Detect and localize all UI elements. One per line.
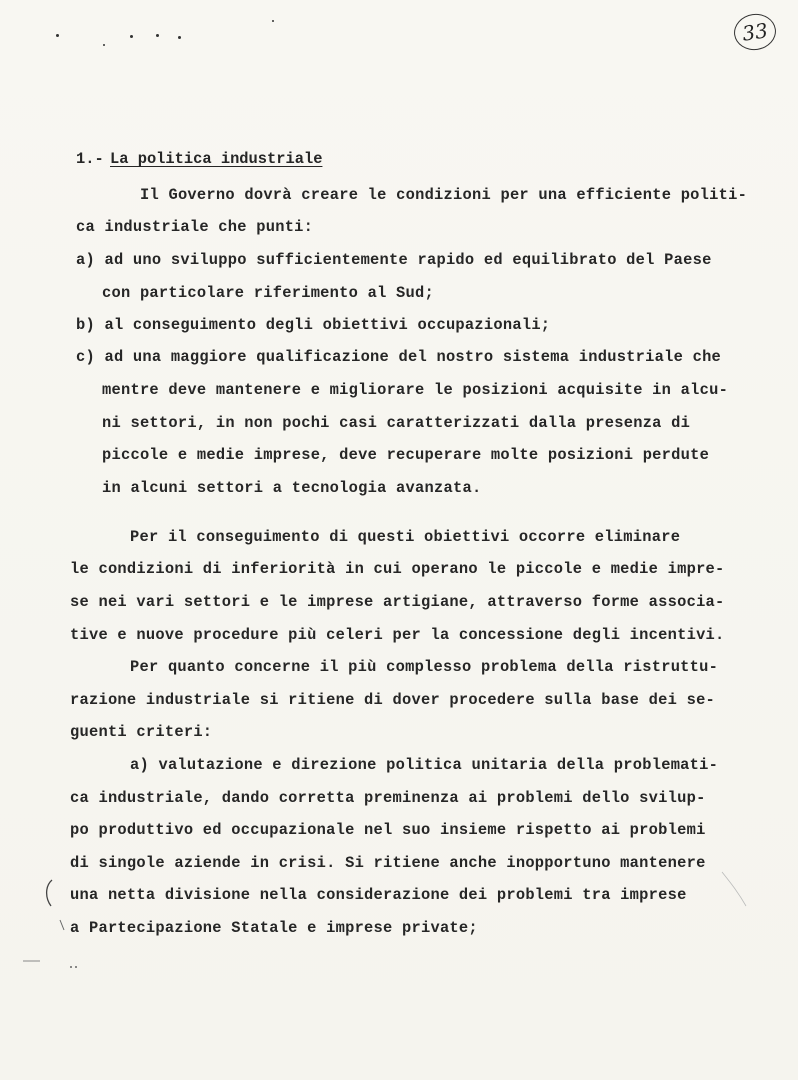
margin-dots-mark [68,964,80,970]
body-line: ni settori, in non pochi casi caratterizzati dalla presenza di [102,414,691,432]
body-line: razione industriale si ritiene di dover procedere sulla base dei se- [70,691,716,709]
body-line: po produttivo ed occupazionale nel suo insieme rispetto ai problemi [70,821,706,839]
body-line: Per quanto concerne il più complesso problema della ristruttu- [130,658,719,676]
body-line: Per il conseguimento di questi obiettivi occorre eliminare [130,528,681,546]
section-title: La politica industriale [110,150,323,168]
scan-speck [178,36,181,39]
body-line: se nei vari settori e le imprese artigiane, attraverso forme associa- [70,593,725,611]
body-line: una netta divisione nella considerazione dei problemi tra imprese [70,886,687,904]
body-line: tive e nuove procedure più celeri per la concessione degli incentivi. [70,626,725,644]
scan-speck [103,44,105,46]
margin-dash-mark [22,958,42,964]
body-line: a Partecipazione Statale e imprese private; [70,919,478,937]
body-line: a) valutazione e direzione politica unitaria della problemati- [130,756,719,774]
margin-tick-mark [58,918,68,932]
paper-crease-line [720,870,750,910]
page-number: 33 [732,11,779,52]
body-line: c) ad una maggiore qualificazione del nostro sistema industriale che [76,348,722,366]
body-line: a) ad uno sviluppo sufficientemente rapido ed equilibrato del Paese [76,251,712,269]
body-line: di singole aziende in crisi. Si ritiene anche inopportuno mantenere [70,854,706,872]
body-line: ca industriale, dando corretta preminenza ai problemi dello svilup- [70,789,706,807]
scan-speck [130,35,133,38]
body-line: b) al conseguimento degli obiettivi occupazionali; [76,316,551,334]
body-line: piccole e medie imprese, deve recuperare molte posizioni perdute [102,446,710,464]
body-line: guenti criteri: [70,723,213,741]
body-line: mentre deve mantenere e migliorare le posizioni acquisite in alcu- [102,381,729,399]
body-line: in alcuni settori a tecnologia avanzata. [102,479,482,497]
scan-speck [156,34,159,37]
body-line: Il Governo dovrà creare le condizioni per una efficiente politi- [140,186,748,204]
body-line: con particolare riferimento al Sud; [102,284,435,302]
body-line: le condizioni di inferiorità in cui operano le piccole e medie impre- [70,560,725,578]
section-number: 1.- [76,150,104,168]
scan-speck [56,34,59,37]
margin-bracket-mark [42,878,56,908]
body-line: ca industriale che punti: [76,218,314,236]
scan-speck [272,20,274,22]
